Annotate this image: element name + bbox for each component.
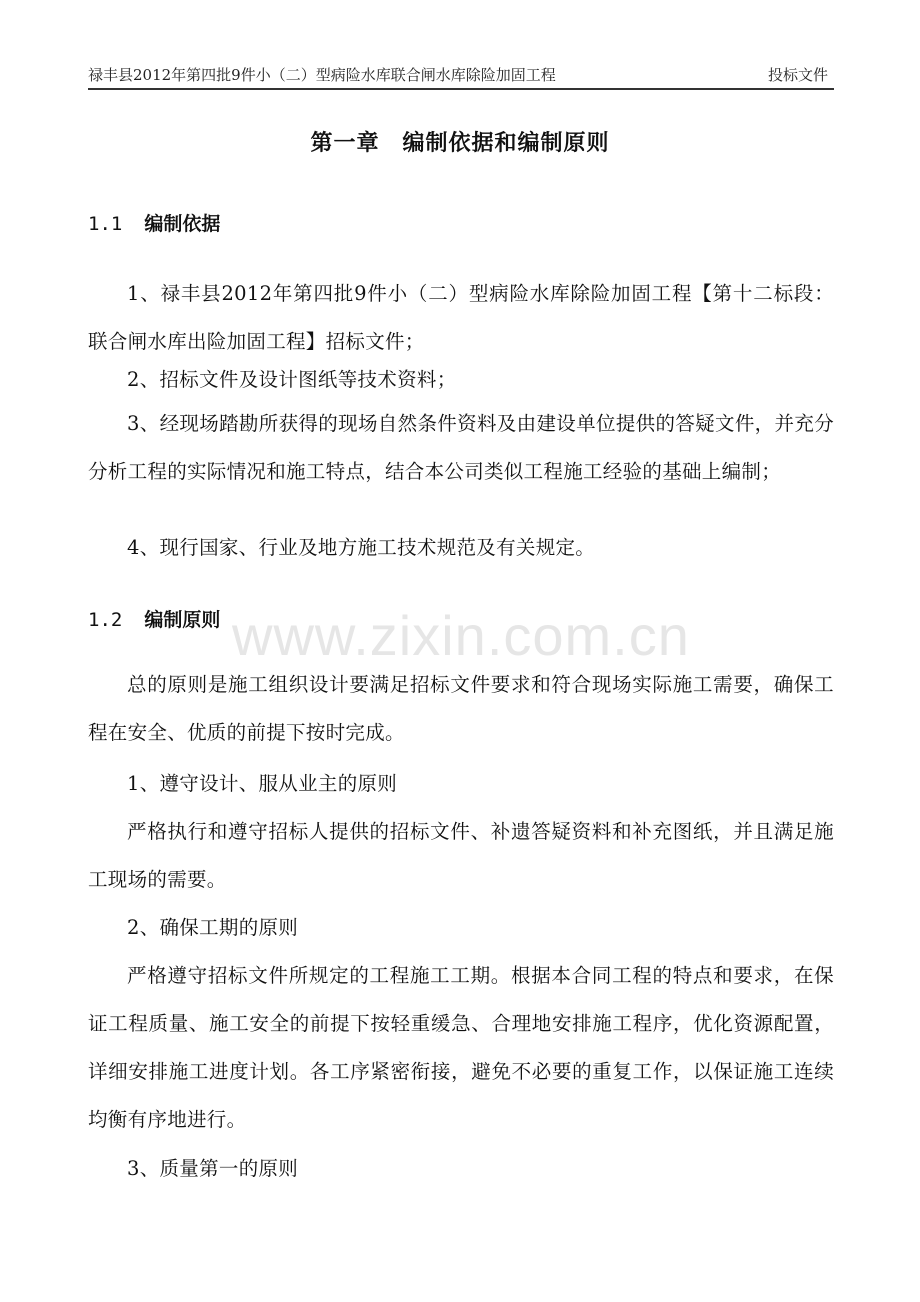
page-header [88,62,834,90]
paragraph: 3、经现场踏勘所获得的现场自然条件资料及由建设单位提供的答疑文件，并充分分析工程的实际情况和施工特点，结合本公司类似工程施工经验的基础上编制； [88,412,834,483]
header-doc-type: 投标文件 [767,66,828,84]
paragraph: 总的原则是施工组织设计要满足招标文件要求和符合现场实际施工需要，确保工程在安全、优质的前提下按时完成。 [88,673,834,744]
section-title: 编制原则 [144,609,221,631]
section-number: 1.1 [88,213,123,235]
section-heading-1-1 [88,209,220,239]
principle-heading: 3、质量第一的原则 [127,1157,299,1180]
paragraph: 4、现行国家、行业及地方施工技术规范及有关规定。 [127,536,596,559]
section-heading-1-2 [88,605,220,635]
section-number: 1.2 [88,609,123,631]
paragraph: 1、禄丰县2012年第四批9件小（二）型病险水库除险加固工程【第十二标段：联合闸水库出险加固工程】招标文件； [88,282,834,353]
chapter-title: 第一章 编制依据和编制原则 [310,131,610,156]
principle-heading: 2、确保工期的原则 [127,916,299,939]
principle-heading: 1、遵守设计、服从业主的原则 [127,772,398,795]
header-project-title: 禄丰县2012年第四批9件小（二）型病险水库联合闸水库除险加固工程 [88,66,556,84]
section-title: 编制依据 [144,213,221,235]
watermark: www.zixin.com.cn [232,604,690,667]
paragraph: 严格遵守招标文件所规定的工程施工工期。根据本合同工程的特点和要求，在保证工程质量、施工安全的前提下按轻重缓急、合理地安排施工程序，优化资源配置，详细安排施工进度计划。各工序紧密衔接，避免不必要的重复工作，以保证施工连续均衡有序地进行。 [88,964,834,1131]
paragraph: 严格执行和遵守招标人提供的招标文件、补遗答疑资料和补充图纸，并且满足施工现场的需要。 [88,820,834,891]
paragraph: 2、招标文件及设计图纸等技术资料； [127,368,457,391]
